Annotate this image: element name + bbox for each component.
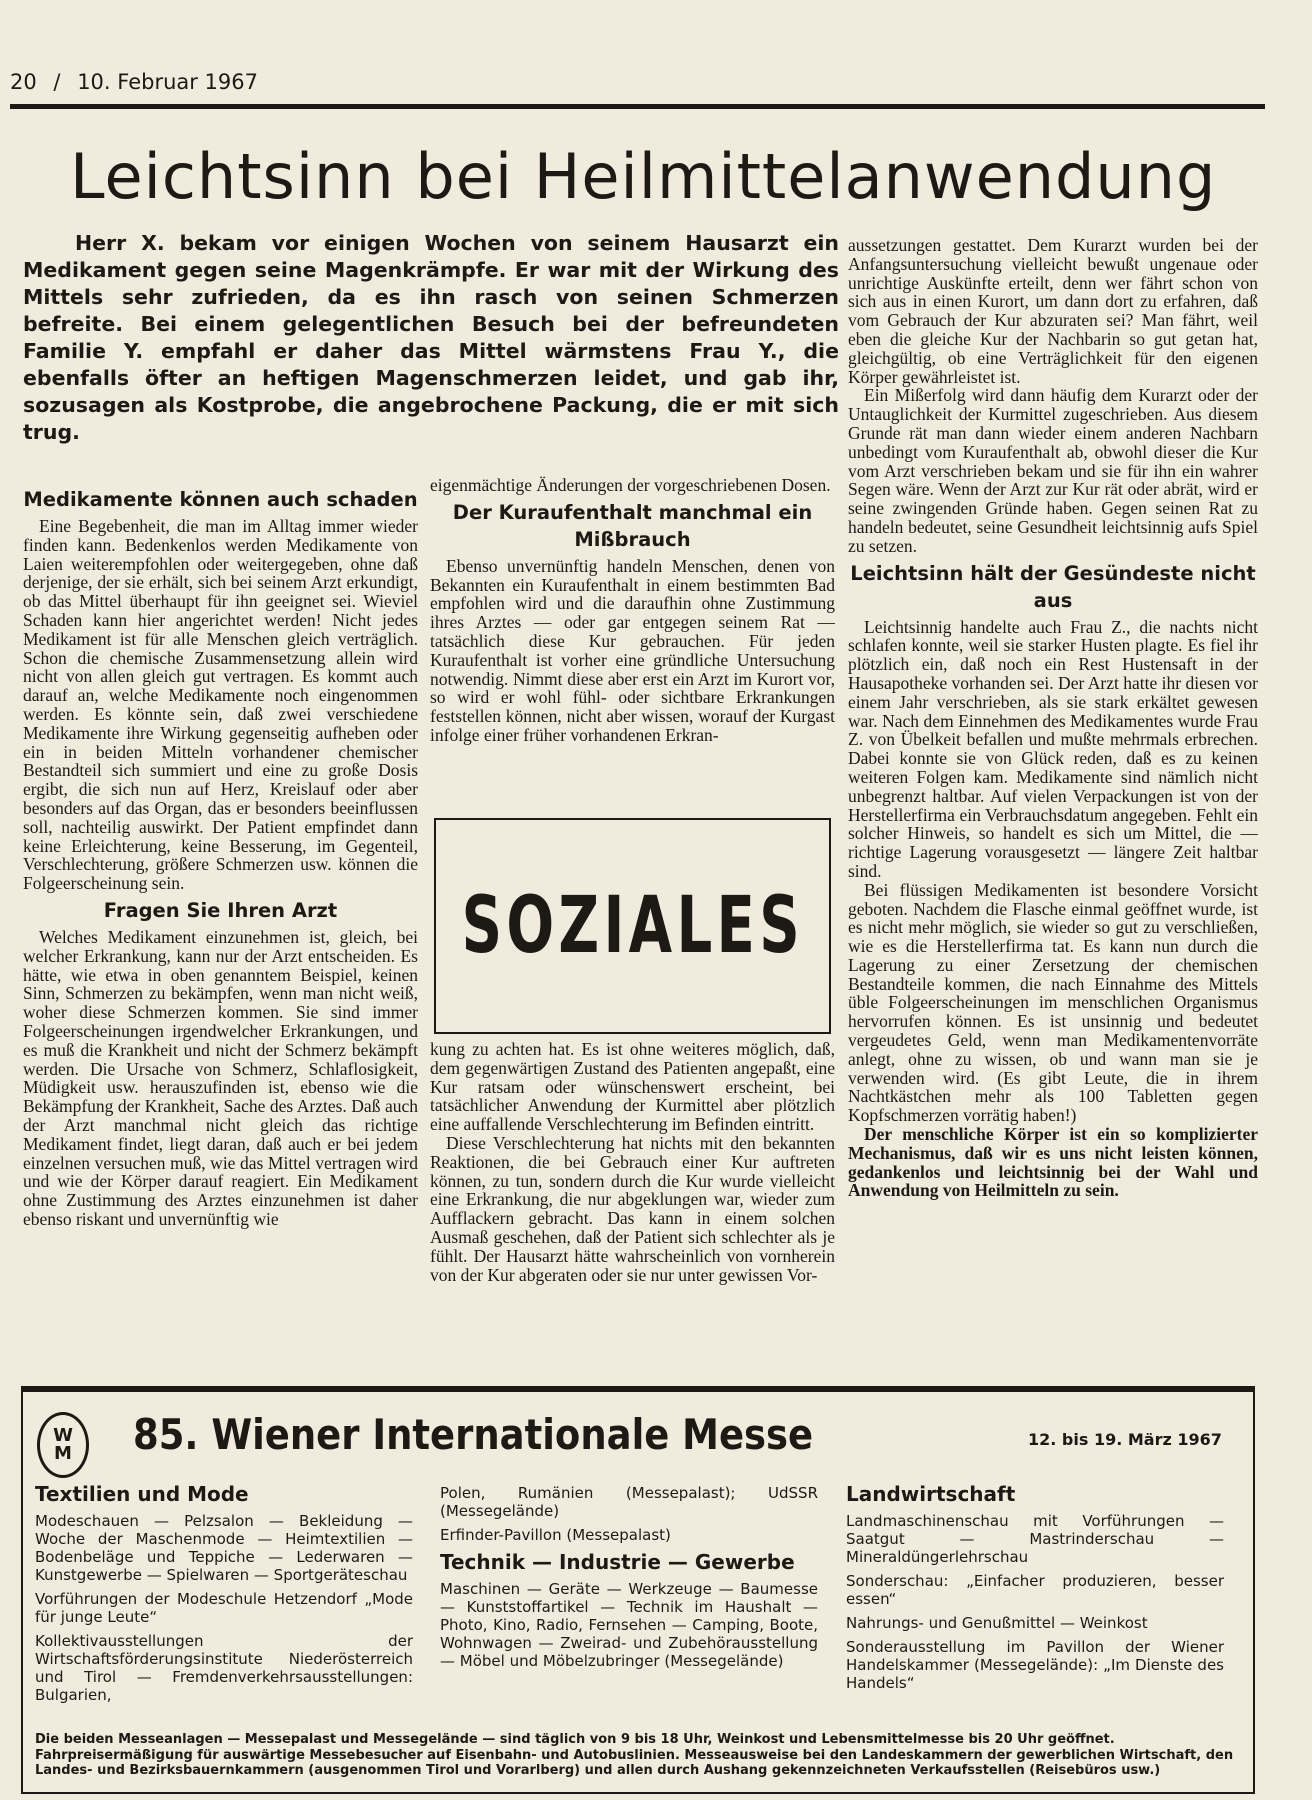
paragraph: Leichtsinnig handelte auch Frau Z., die nachts nicht schlafen konnte, weil sie starker Husten plagte. Es fiel ihr plötzlich ein, daß noch ein Rest Hustensaft in der Hausapotheke vorhanden sei. Der Arzt hatte ihr diesen vor einem Jahr verschrieben, als sie stark erkältet gewesen war. Nach dem Einnehmen des Medikamentes wurde Frau Z. von Übelkeit befallen und mußte mehrmals erbrechen. Dabei konnte sie von Glück reden, daß es zu keinen weiteren Folgen kam. Medikamente sind nämlich nicht unbegrenzt haltbar. Auf vielen Verpackungen ist von der Herstellerfirma ein Verbrauchsdatum angegeben. Fehlt ein solcher Hinweis, so handelt es sich um Mittel, die — richtige Lagerung vorausgesetzt — längere Zeit haltbar sind.	[848, 616, 1258, 881]
ad-column-technik	[440, 1484, 818, 1676]
paragraph: kung zu achten hat. Es ist ohne weiteres möglich, daß, dem gegenwärtigen Zustand des Patienten angepaßt, eine Kur ratsam oder wünschenswert erscheint, bei tatsächlicher Anwendung der Kurmittel aber plötzlich eine auffallende Verschlechterung im Befinden eintritt.	[430, 1040, 835, 1135]
page-header	[10, 70, 268, 94]
ad-item: Sonderschau: „Einfacher produzieren, besser essen“	[846, 1572, 1224, 1608]
ad-item: Kollektivausstellungen der Wirtschaftsförderungsinstitute Niederösterreich und Tirol — Fremdenverkehrsausstellungen: Bulgarien,	[35, 1632, 413, 1704]
ad-column-landwirtschaft	[846, 1482, 1224, 1698]
paragraph: Eine Begebenheit, die man im Alltag immer wieder finden kann. Bedenkenlos werden Medikamente von Laien weiterempfohlen oder weitergegeben, ohne daß derjenige, der sie erhält, sich bei seinem Arzt erkundigt, ob das Mittel überhaupt für ihn geeignet sei. Wieviel Schaden kann hier angerichtet werden! Nicht jedes Medikament ist für alle Menschen gleich verträglich. Schon die chemische Zusammensetzung allein wird nicht von allen gleich gut vertragen. Es kommt auch darauf an, welche Medikamente noch eingenommen werden. Es könnte sein, daß zwei verschiedene Medikamente ihre Wirkung gegenseitig aufheben oder ein in beiden Mitteln vorhandener chemischer Bestandteil sich summiert und eine zu große Dosis ergibt, die sich nun auf Herz, Kreislauf oder aber besonders auf das Organ, das er besonders beeinflussen soll, nachteilig auswirkt. Der Patient empfindet dann keine Erleichterung, keine Besserung, im Gegenteil, Verschlechterung, größere Schmerzen usw. können die Folgeerscheinung sein.	[23, 516, 418, 894]
ad-heading: Technik — Industrie — Gewerbe	[440, 1550, 795, 1574]
article-title: Leichtsinn bei Heilmittelanwendung	[70, 140, 1217, 213]
ad-item: Maschinen — Geräte — Werkzeuge — Baumesse — Kunststoffartikel — Technik im Haushalt — Photo, Kino, Radio, Fernsehen — Camping, Boote, Wohnwagen — Zweirad- und Zubehörausstellung — Möbel und Möbelzubringer (Messegelände)	[440, 1580, 818, 1670]
ad-item: Landmaschinenschau mit Vorführungen — Saatgut — Mastrinderschau — Mineraldüngerlehrschau	[846, 1512, 1224, 1566]
paragraph: Ein Mißerfolg wird dann häufig dem Kurarzt oder der Untauglichkeit der Kurmittel zugeschrieben. Aus diesem Grunde rät man dann wieder einem anderen Nachbarn unbedingt vom Kuraufenthalt ab, obwohl dieser die Kur vom Arzt verschrieben bekam und sie für ihn ein wahrer Segen wäre. Wenn der Arzt zur Kur rät oder abrät, wird er seine zwingenden Gründe haben. Gegen seinen Rat zu handeln bedeutet, seine Gesundheit leichtsinnig aufs Spiel zu setzen.	[848, 385, 1258, 556]
section-label: SOZIALES	[461, 881, 804, 971]
closing-paragraph: Der menschliche Körper ist ein so komplizierter Mechanismus, daß wir es uns nicht leisten können, gedankenlos und leichtsinnig bei der Wahl und Anwendung von Heilmitteln zu sein.	[848, 1124, 1258, 1201]
column-right	[848, 236, 1258, 1366]
issue-date: 10. Februar 1967	[77, 70, 259, 94]
messe-logo-icon: W M	[37, 1412, 89, 1478]
header-rule	[10, 104, 1265, 109]
ad-item: Polen, Rumänien (Messepalast); UdSSR (Messegelände)	[440, 1484, 818, 1520]
subheading: Medikamente können auch schaden	[23, 488, 418, 511]
paragraph: Ebenso unvernünftig handeln Menschen, denen von Bekannten ein Kuraufenthalt in einem bestimmten Bad empfohlen wird und die daraufhin ohne Zustimmung ihres Arztes — oder gar entgegen seinem Rat — tatsächlich diese Kur gebrauchen. Für jeden Kuraufenthalt ist vorher eine gründliche Untersuchung notwendig. Nimmt diese aber erst ein Arzt im Kurort vor, so wird er wohl fühl- oder sichtbare Erkrankungen feststellen können, nicht aber wissen, worauf der Kurgast infolge einer früher vorhandenen Erkran-	[430, 555, 835, 745]
column-middle-bottom	[430, 1040, 835, 1365]
ad-footer-line: Fahrpreisermäßigung für auswärtige Messebesucher auf Eisenbahn- und Autobuslinien. Messeausweise bei den Landeskammern der gewerblichen Wirtschaft, den Landes- und Bezirksbauernkammern (ausgenommen Tirol und Vorarlberg) und allen durch Aushang gekennzeichneten Verkaufsstellen (Reisebüros usw.)	[35, 1747, 1234, 1778]
column-middle-top	[430, 476, 835, 809]
paragraph: aussetzungen gestattet. Dem Kurarzt wurden bei der Anfangsuntersuchung vielleicht bewußt ungenaue oder unrichtige Auskünfte erteilt, denn wer fährt schon von sich aus in einen Kurort, um dann dort zu erfahren, daß vom Gebrauch der Kur abzuraten sei? Man fährt, weil eben die gleiche Kur der Nachbarin so gut getan hat, gleichgültig, ob eine Verträglichkeit für den eigenen Körper gewährleistet ist.	[848, 236, 1258, 387]
section-box	[434, 818, 831, 1034]
ad-item: Vorführungen der Modeschule Hetzendorf „Mode für junge Leute“	[35, 1590, 413, 1626]
subheading: Leichtsinn hält der Gesündeste nicht aus	[850, 561, 1256, 612]
ad-item: Nahrungs- und Genußmittel — Weinkost	[846, 1614, 1148, 1632]
advertisement	[21, 1386, 1255, 1794]
ad-item: Modeschauen — Pelzsalon — Bekleidung — Woche der Maschenmode — Heimtextilien — Bodenbeläge und Teppiche — Lederwaren — Kunstgewerbe — Spielwaren — Sportgeräteschau	[35, 1512, 413, 1584]
article-lead: Herr X. bekam vor einigen Wochen von seinem Hausarzt ein Medikament gegen seine Magenkrämpfe. Er war mit der Wirkung des Mittels sehr zufrieden, da es ihn rasch von seinen Schmerzen befreite. Bei einem gelegentlichen Besuch bei der befreundeten Familie Y. empfahl er daher das Mittel wärmstens Frau Y., die ebenfalls öfter an heftigen Magenschmerzen leidet, und gab ihr, sozusagen als Kostprobe, die angebrochene Packung, die er mit sich trug.	[23, 231, 839, 444]
column-left	[23, 482, 418, 1367]
ad-footer-line: Die beiden Messeanlagen — Messepalast und Messegelände — sind täglich von 9 bis 18 Uhr, Weinkost und Lebensmittelmesse bis 20 Uhr geöffnet.	[35, 1732, 1115, 1747]
paragraph: eigenmächtige Änderungen der vorgeschriebenen Dosen.	[430, 476, 831, 495]
ad-item: Sonderausstellung im Pavillon der Wiener Handelskammer (Messegelände): „Im Dienste des Handels“	[846, 1638, 1224, 1692]
page-number: 20	[10, 70, 37, 94]
subheading: Der Kuraufenthalt manchmal ein Mißbrauch	[452, 500, 813, 551]
paragraph: Welches Medikament einzunehmen ist, gleich, bei welcher Erkrankung, kann nur der Arzt entscheiden. Es hätte, wie etwa in oben genanntem Beispiel, keinen Sinn, Schmerzen zu bekämpfen, wenn man nicht weiß, woher diese Schmerzen kommen. Sie sind immer Folgeerscheinungen irgendwelcher Erkrankungen, und es muß die Krankheit und nicht der Schmerz bekämpft werden. Die Ursache von Schmerz, Schlaflosigkeit, Müdigkeit usw. herauszufinden ist, ebenso wie die Bekämpfung der Krankheit, Sache des Arztes. Daß auch der Arzt manchmal nicht gleich das richtige Medikament findet, liegt daran, daß auch er bei jedem einzelnen versuchen muß, wie das Mittel vertragen wird und wie der Körper darauf reagiert. Ein Medikament ohne Zustimmung des Arztes einzunehmen ist daher ebenso riskant und unvernünftig wie	[23, 926, 418, 1229]
ad-item: Erfinder-Pavillon (Messepalast)	[440, 1526, 671, 1544]
header-separator: /	[53, 70, 61, 94]
subheading: Fragen Sie Ihren Arzt	[103, 898, 338, 922]
paragraph: Bei flüssigen Medikamenten ist besondere Vorsicht geboten. Nachdem die Flasche einmal geöffnet wurde, ist es nicht mehr möglich, sie wieder so gut zu verschließen, wie es die Herstellerfirma tat. Es kann nun durch die Lagerung zu einer Zersetzung der chemischen Bestandteile kommen, die nach Einnahme des Mittels üble Folgeerscheinungen im menschlichen Organismus hervorrufen können. Es ist unsinnig und bedeutet vergeudetes Geld, wenn man Medikamentenvorräte anlegt, ohne zu wissen, ob und wann man sie je verwenden wird. (Es gibt Leute, die in ihrem Nachtkästchen mehr als 100 Tabletten gegen Kopfschmerzen vorrätig haben!)	[848, 879, 1258, 1126]
ad-column-textiles	[35, 1482, 413, 1710]
ad-footer	[35, 1732, 1240, 1779]
ad-heading: Landwirtschaft	[846, 1482, 1016, 1506]
ad-heading: Textilien und Mode	[35, 1482, 249, 1506]
paragraph: Diese Verschlechterung hat nichts mit den bekannten Reaktionen, die bei Gebrauch einer Kur auftreten können, zu tun, sondern durch die Kur wurde vielleicht eine Erkrankung, die nur abgeklungen war, wieder zum Aufflackern gebracht. Das kann in einem solchen Ausmaß geschehen, daß der Patient sich schlechter als je fühlt. Der Hausarzt hätte wahrscheinlich von vornherein von der Kur abgeraten oder sie nur unter gewissen Vor-	[430, 1132, 835, 1285]
ad-title: 85. Wiener Internationale Messe	[133, 1410, 814, 1459]
ad-date: 12. bis 19. März 1967	[1028, 1430, 1222, 1449]
